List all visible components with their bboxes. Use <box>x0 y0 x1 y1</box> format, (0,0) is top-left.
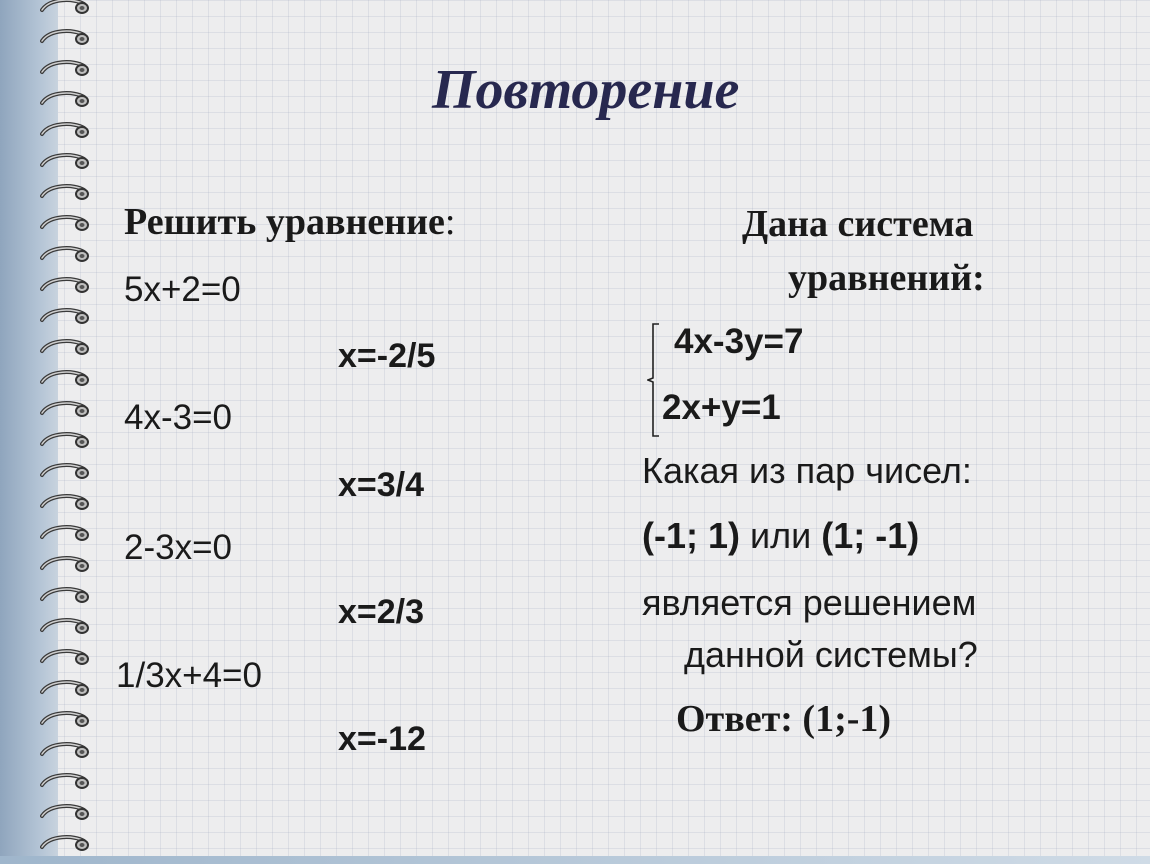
binding-coil <box>40 647 96 669</box>
binding-coil <box>40 833 96 855</box>
binding-coil <box>40 523 96 545</box>
binding-coil <box>40 616 96 638</box>
binding-coil <box>40 120 96 142</box>
left-heading-colon: : <box>444 201 456 243</box>
binding-coil <box>40 709 96 731</box>
binding-coil <box>40 89 96 111</box>
system-equation-1: 4x-3y=7 <box>674 322 804 361</box>
answer-3: x=2/3 <box>338 593 425 631</box>
binding-coil <box>40 492 96 514</box>
question-line-4: данной системы? <box>684 634 978 675</box>
spiral-binding <box>40 0 100 864</box>
left-heading <box>124 200 455 244</box>
equation-3: 2-3x=0 <box>124 528 232 567</box>
system-equation-2: 2x+y=1 <box>662 388 781 427</box>
binding-coil <box>40 306 96 328</box>
equation-4: 1/3x+4=0 <box>116 656 262 695</box>
right-heading-line2: уравнений: <box>788 257 985 299</box>
answer-1: x=-2/5 <box>338 337 436 375</box>
binding-coil <box>40 58 96 80</box>
or-word: или <box>740 515 822 556</box>
binding-coil <box>40 275 96 297</box>
binding-coil <box>40 337 96 359</box>
question-line-1: Какая из пар чисел: <box>642 450 972 491</box>
binding-coil <box>40 554 96 576</box>
binding-coil <box>40 244 96 266</box>
binding-coil <box>40 430 96 452</box>
binding-coil <box>40 213 96 235</box>
question-line-3: является решением <box>642 582 977 623</box>
answer-text: Ответ: (1;-1) <box>676 698 892 740</box>
binding-coil <box>40 182 96 204</box>
binding-coil <box>40 740 96 762</box>
binding-coil <box>40 678 96 700</box>
binding-coil <box>40 0 96 18</box>
bottom-edge <box>0 856 1150 864</box>
equation-1: 5x+2=0 <box>124 270 241 309</box>
binding-coil <box>40 771 96 793</box>
question-line-2 <box>642 515 919 557</box>
binding-coil <box>40 585 96 607</box>
binding-coil <box>40 27 96 49</box>
right-heading-line1: Дана система <box>742 203 974 245</box>
binding-coil <box>40 399 96 421</box>
page-title: Повторение <box>432 59 740 121</box>
binding-coil <box>40 802 96 824</box>
system-brace <box>647 323 661 437</box>
answer-2: x=3/4 <box>338 466 425 504</box>
answer-4: x=-12 <box>338 720 426 758</box>
pair-2: (1; -1) <box>821 515 920 556</box>
equation-2: 4x-3=0 <box>124 398 232 437</box>
binding-coil <box>40 461 96 483</box>
left-heading-text: Решить уравнение <box>124 201 445 243</box>
binding-coil <box>40 368 96 390</box>
binding-coil <box>40 151 96 173</box>
pair-1: (-1; 1) <box>642 515 740 556</box>
